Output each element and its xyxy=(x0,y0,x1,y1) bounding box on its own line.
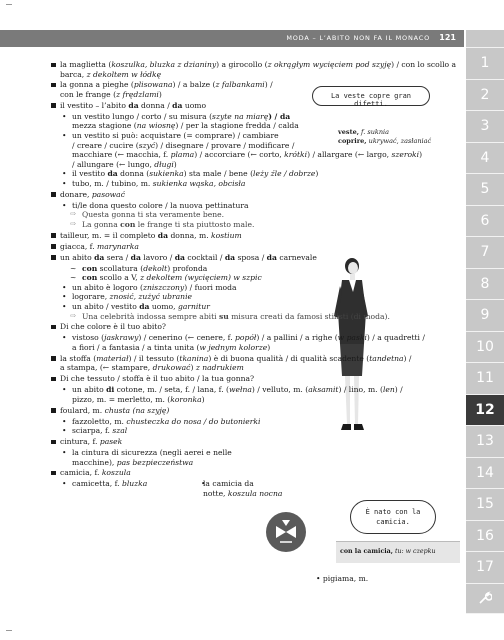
tab-2[interactable]: 2 xyxy=(466,80,504,112)
entry-abito: un abito da sera / da lavoro / da cocktail / da sposa / da carnevale xyxy=(50,253,460,263)
tab-7[interactable]: 7 xyxy=(466,237,504,269)
tab-17[interactable]: 17 xyxy=(466,552,504,584)
list-item: • un abito è logoro (zniszczony) / fuori moda xyxy=(50,283,460,293)
chapter-tabs xyxy=(466,30,504,628)
tab-8[interactable]: 8 xyxy=(466,269,504,301)
tab-16[interactable]: 16 xyxy=(466,521,504,553)
tab-3[interactable]: 3 xyxy=(466,111,504,143)
entry-giacca: giacca, f. marynarka xyxy=(50,242,460,252)
list-item: ~ con scollatura (dekolt) profonda xyxy=(50,264,460,274)
tab-4[interactable]: 4 xyxy=(466,143,504,175)
proverb-bubble-veste: La veste copre gran difetti. xyxy=(312,86,430,106)
list-item: • fazzoletto, m. chusteczka do nosa / do butonierki xyxy=(50,417,460,427)
list-item: • la cintura di sicurezza (negli aerei e nelle macchine), pas bezpieczeństwa xyxy=(50,448,460,467)
vocabulary-list xyxy=(50,60,460,498)
tab-1[interactable]: 1 xyxy=(466,48,504,80)
chapter-title: MODA – L’ABITO NON FA IL MONACO xyxy=(286,34,430,42)
example-sentence: ⇨ La gonna con le frange ti sta piuttosto male. xyxy=(50,220,460,230)
page-number: 121 xyxy=(439,33,456,42)
tab-5[interactable]: 5 xyxy=(466,174,504,206)
tab-13[interactable]: 13 xyxy=(466,426,504,458)
list-item: • un vestito lungo / corto / su misura (szyte na miarę) / da mezza stagione (na wiosnę) / per la stagione fredda / calda xyxy=(50,112,346,131)
entry-camicia: camicia, f. koszula xyxy=(50,468,460,478)
list-item: • ti/le dona questo colore / la nuova pettinatura xyxy=(50,201,460,211)
tab-9[interactable]: 9 xyxy=(466,300,504,332)
list-item: • vistoso (jaskrawy) / cenerino (← cenere, f. popół) / a pallini / a righe (w paski) / a quadretti / a fiori / a fantasia / a tinta unita (w jednym kolorze) xyxy=(50,333,460,352)
note-term: coprire, xyxy=(338,136,367,145)
list-item: • tubo, m. / tubino, m. sukienka wąska, obcisła xyxy=(50,179,460,189)
bowtie-shirt-icon xyxy=(266,512,306,552)
tab-10[interactable]: 10 xyxy=(466,332,504,364)
page-header xyxy=(0,30,464,47)
list-item: • un abito / vestito da uomo, garnitur xyxy=(50,302,460,312)
list-item: • il vestito da donna (sukienka) sta male / bene (leży źle / dobrze) xyxy=(50,169,460,179)
tab-6[interactable]: 6 xyxy=(466,206,504,238)
entry-gonna: la gonna a pieghe (plisowana) / a balze (z falbankami) / con le frange (z frędzlami) xyxy=(50,80,460,99)
list-item: • un vestito si può: acquistare (= comprare) / cambiare / creare / cucire (szyć) / disegnare / provare / modificare / macchiare (← macchia, f. plama) / accorciare (← corto, krótki) / allargare (← largo, szeroki) / allungare (← lungo, długi) xyxy=(50,131,460,169)
list-item: • sciarpa, f. szal xyxy=(50,426,460,436)
entry-cintura: cintura, f. pasek xyxy=(50,437,460,447)
note-translation: f. suknia xyxy=(358,128,389,136)
camicia-subitems xyxy=(50,479,320,498)
tab-12[interactable]: 12 xyxy=(466,395,504,427)
list-item: • un abito di cotone, m. / seta, f. / lana, f. (wełna) / velluto, m. (aksamit) / lino, m. (len) / pizzo, m. = merletto, m. (koronka) xyxy=(50,385,460,404)
entry-donare: donare, pasować xyxy=(50,190,460,200)
entry-colore: Di che colore è il tuo abito? xyxy=(50,322,460,332)
note-translation: tu: w czepku xyxy=(392,548,436,555)
list-item: • camicetta, f. bluzka xyxy=(50,479,189,498)
entry-stoffa: la stoffa (materiał) / il tessuto (tkanina) è di buona qualità / di qualità scadente (tandetna) / a stampa, (← stampare, drukować) z nadrukiem xyxy=(50,354,460,373)
entry-vestito: il vestito – l’abito da donna / da uomo xyxy=(50,101,334,111)
wrench-icon[interactable] xyxy=(466,584,504,614)
example-sentence: ⇨ Questa gonna ti sta veramente bene. xyxy=(50,210,460,220)
proverb-bubble-camicia: È nato con la camicia. xyxy=(350,500,436,534)
list-item: ~ con scollo a V, z dekoltem (wycięciem) w szpic xyxy=(50,273,316,283)
note-term: veste, xyxy=(338,128,359,136)
list-item: • la camicia da notte, koszula nocna xyxy=(189,479,320,498)
tab-11[interactable]: 11 xyxy=(466,363,504,395)
example-sentence: ⇨ Una celebrità indossa sempre abiti su misura creati da famosi stilisti (di moda). xyxy=(50,312,460,322)
list-item: • pigiama, m. xyxy=(316,574,368,583)
entry-foulard: foulard, m. chusta (na szyję) xyxy=(50,406,460,416)
tab-14[interactable]: 14 xyxy=(466,458,504,490)
entry-tessuto: Di che tessuto / stoffa è il tuo abito / la tua gonna? xyxy=(50,374,460,384)
sidenote-camicia xyxy=(336,541,460,563)
entry-tailleur: tailleur, m. = il completo da donna, m. kostium xyxy=(50,231,460,241)
tab-15[interactable]: 15 xyxy=(466,489,504,521)
note-term: con la camicia, xyxy=(340,548,393,555)
entry-maglietta: la maglietta (koszulka, bluzka z dzianiny) a girocollo (z okrągłym wycięciem pod szyję) / con lo scollo a barca, z dekoltem w łódkę xyxy=(50,60,460,79)
note-translation: ukrywać, zasłaniać xyxy=(366,136,432,145)
tab-top-blank xyxy=(466,30,504,48)
list-item: • logorare, znosić, zużyć ubranie xyxy=(50,292,460,302)
